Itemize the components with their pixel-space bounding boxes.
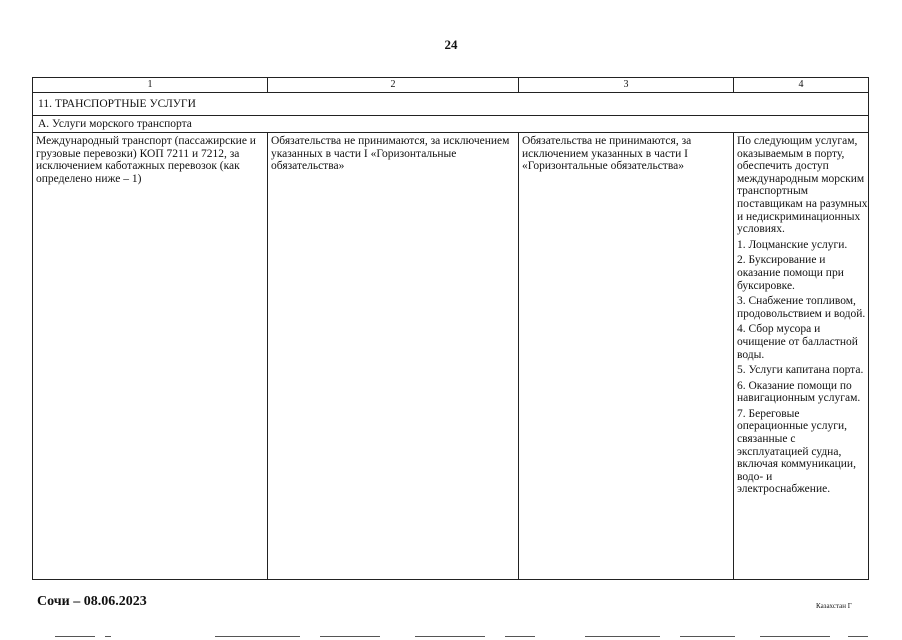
scan-artifact-strip (0, 634, 902, 640)
table-row (33, 133, 869, 580)
scan-line (215, 636, 300, 637)
national-treatment-cell: Обязательства не принимаются, за исключением указанных в части I «Горизонтальные обязательства» (519, 133, 734, 580)
column-number: 2 (268, 78, 519, 93)
scan-line (848, 636, 868, 637)
column-number: 4 (734, 78, 869, 93)
scan-line (105, 636, 111, 637)
section-row (33, 93, 869, 116)
list-item: 6. Оказание помощи по навигационным услугам. (737, 379, 861, 405)
additional-commitments-cell (734, 133, 869, 580)
additional-commitments-list (737, 239, 868, 496)
commitments-table (32, 77, 869, 580)
scan-line (760, 636, 830, 637)
scan-line (505, 636, 535, 637)
list-item: 4. Сбор мусора и очищение от балластной воды. (737, 323, 858, 361)
list-item: 7. Береговые операционные услуги, связанные с эксплуатацией судна, включая коммуникации, водо- и электроснабжение. (737, 407, 856, 496)
list-item: 5. Услуги капитана порта. (737, 364, 864, 377)
list-item: 3. Снабжение топливом, продовольствием и водой. (737, 295, 866, 320)
market-access-cell: Обязательства не принимаются, за исключением указанных в части I «Горизонтальные обязательства» (268, 133, 519, 580)
list-item: 1. Лоцманские услуги. (737, 238, 848, 251)
scan-line (415, 636, 485, 637)
column-number: 1 (33, 78, 268, 93)
subsection-title: A. Услуги морского транспорта (33, 116, 869, 133)
list-item: 2. Буксирование и оказание помощи при буксировке. (737, 254, 844, 292)
scan-line (55, 636, 95, 637)
page-number: 24 (444, 37, 458, 52)
scan-line (585, 636, 660, 637)
column-number-row (33, 78, 869, 93)
footer-place-date: Сочи – 08.06.2023 (37, 594, 147, 609)
section-title: 11. ТРАНСПОРТНЫЕ УСЛУГИ (33, 93, 869, 116)
scan-line (320, 636, 380, 637)
column-number: 3 (519, 78, 734, 93)
scan-line (680, 636, 735, 637)
footer-country-mark: Казахстан Г (816, 602, 852, 610)
additional-commitments-intro: По следующим услугам, оказываемым в порту, обеспечить доступ международным морским транспортным поставщикам на разумных и недискриминационных условиях. (737, 135, 868, 236)
subsection-row (33, 116, 869, 133)
sector-cell: Международный транспорт (пассажирские и грузовые перевозки) КОП 7211 и 7212, за исключением каботажных перевозок (как определено ниже – 1) (33, 133, 268, 580)
